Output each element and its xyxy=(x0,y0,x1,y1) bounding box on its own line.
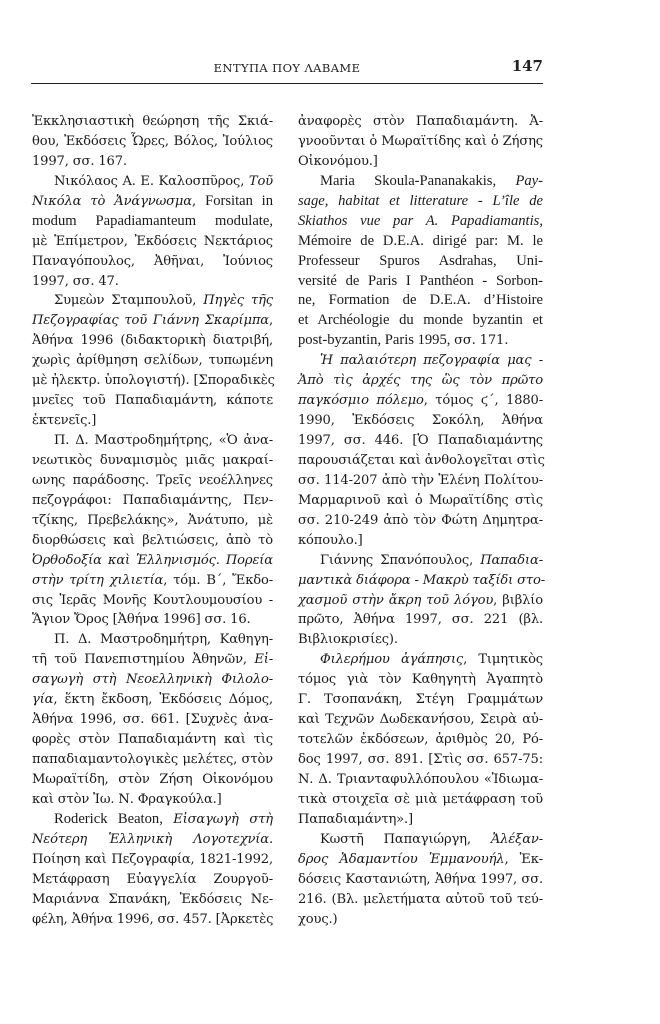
italic-title-text: Φιλερήμου ἀγάπησις xyxy=(320,652,464,668)
text-segment: μνεῖες τοῦ Παπαδιαμάντη, κάποτε xyxy=(32,393,273,409)
text-line xyxy=(32,710,273,730)
text-line xyxy=(298,331,543,351)
text-segment: φορὲς στὸν Παπαδιαμάντη καὶ τὶς xyxy=(32,732,273,748)
text-line xyxy=(298,511,543,531)
text-segment: Μωραϊτίδη, στὸν Ζήση Οἰκονόμου xyxy=(32,771,273,787)
text-segment: Παναγόπουλος, Ἀθῆναι, Ἰούνιος xyxy=(32,253,273,269)
text-segment: post-byzantin, Paris 1995, xyxy=(298,332,455,349)
text-segment: Maria Skoula-Pananakakis, xyxy=(320,172,516,189)
text-line xyxy=(32,232,273,252)
page-number: 147 xyxy=(511,57,543,75)
running-header xyxy=(31,56,543,84)
text-segment: δόσεις Καστανιώτη, Ἀθήνα 1997, σσ. xyxy=(298,871,543,887)
text-segment: χωρὶς ἀρίθμηση σελίδων, τυπωμένη xyxy=(32,353,273,369)
text-segment: 1997, σσ. 47. xyxy=(32,273,119,289)
italic-title-text: Εἰσαγωγὴ στὴ xyxy=(173,811,273,827)
text-segment: , τόμ. Β΄, Ἔκδο- xyxy=(163,572,273,588)
text-line xyxy=(298,411,543,431)
text-segment: 1997, σσ. 167. xyxy=(32,153,127,169)
text-segment: Ν. Δ. Τριανταφυλλόπουλου «Ἰδιωμα- xyxy=(298,771,543,787)
italic-title-text: Τοῦ xyxy=(248,173,273,189)
text-line xyxy=(32,371,273,391)
text-line xyxy=(32,810,273,830)
text-line xyxy=(298,650,543,670)
text-segment: Νικόλαος Α. Ε. Καλοσπῦρος, xyxy=(54,173,249,189)
text-segment: 216. (Βλ. μελετήματα αὐτοῦ τοῦ τεύ- xyxy=(298,891,543,907)
text-line xyxy=(298,710,543,730)
text-segment: σσ. 210-249 ἀπὸ τὸν Φώτη Δημητρα- xyxy=(298,512,543,528)
text-line xyxy=(32,591,273,611)
text-segment: μὲ ἠλεκτρ. ὑπολογιστή). [Σποραδικὲς xyxy=(32,373,275,389)
text-segment: παπαδιαμαντολογικὲς μελέτες, στὸν xyxy=(32,752,273,767)
text-line xyxy=(32,690,273,710)
text-line xyxy=(32,571,273,591)
text-segment: Μαρμαρινοῦ καὶ ὁ Μωραϊτίδης στὶς xyxy=(298,492,543,508)
text-segment: γνοοῦνται ὁ Μωραϊτίδης καὶ ὁ Ζήσης xyxy=(298,133,543,149)
text-line xyxy=(298,850,543,870)
italic-title-text: Ἀπὸ τὶς ἀρχές της ὣς τὸν πρῶτο xyxy=(298,373,543,389)
text-segment: Γιάννης Σπανόπουλος, xyxy=(320,552,481,568)
running-title: ΕΝΤΥΠΑ ΠΟΥ ΛΑΒΑΜΕ xyxy=(213,61,361,75)
text-line xyxy=(298,291,543,311)
italic-title-text: δρος Ἀδαμαντίου Ἐμμανουήλ xyxy=(298,851,505,867)
italic-title-text: Πεζογραφίας τοῦ Γιάννη Σκαρίμπα xyxy=(32,313,269,329)
italic-title-text: Skiathos vue par A. Papadiamantis xyxy=(298,212,540,229)
text-line xyxy=(298,451,543,471)
italic-title-text: μαντικὰ διάφορα - Μακρὺ ταξίδι στο- xyxy=(298,572,545,588)
text-segment: πρῶτο, Ἀθήνα 1997, σσ. 221 (βλ. xyxy=(298,612,543,628)
text-line xyxy=(298,212,543,232)
text-line xyxy=(32,172,273,192)
text-segment: , βιβλίο xyxy=(493,592,543,608)
text-segment: ἐκτενεῖς.] xyxy=(32,413,97,429)
text-line xyxy=(298,591,543,611)
text-segment: παρουσιάζεται καὶ ἀνθολογεῖται στὶς xyxy=(298,452,545,468)
text-line xyxy=(298,431,543,451)
text-segment: μὲ Ἐπίμετρον, Ἐκδόσεις Νεκτάριος xyxy=(32,233,273,249)
text-line xyxy=(298,371,543,391)
text-line xyxy=(298,890,543,910)
text-segment: Ἐκκλησιαστικὴ θεώρηση τῆς Σκιά- xyxy=(32,114,273,129)
text-line xyxy=(32,730,273,750)
text-line xyxy=(298,132,543,152)
text-line xyxy=(32,291,273,311)
text-line xyxy=(32,272,273,292)
text-segment: καὶ στὸν Ἰω. Ν. Φραγκούλα.] xyxy=(32,791,222,807)
text-segment: χους.) xyxy=(298,911,338,927)
text-segment: κόπουλο.] xyxy=(298,532,363,548)
text-line xyxy=(298,730,543,750)
text-line xyxy=(298,870,543,890)
text-line xyxy=(32,192,273,212)
text-segment: , xyxy=(191,193,206,209)
italic-title-text: Πηγὲς τῆς xyxy=(203,293,273,309)
text-line xyxy=(32,890,273,910)
text-segment: Συμεὼν Σταμπουλοῦ, xyxy=(54,293,204,309)
text-line xyxy=(298,610,543,630)
text-line xyxy=(298,770,543,790)
italic-title-text: Ὀρθοδοξία καὶ Ἑλληνισμός. Πορεία xyxy=(32,552,273,568)
left-column xyxy=(32,112,273,929)
italic-title-text: σαγωγὴ στὴ Νεοελληνικὴ Φιλολο- xyxy=(32,672,273,688)
text-line xyxy=(298,252,543,272)
text-line xyxy=(32,850,273,870)
text-segment: ἀναφορὲς στὸν Παπαδιαμάντη. Ἀ- xyxy=(298,114,543,129)
text-line xyxy=(32,411,273,431)
text-line xyxy=(298,571,543,591)
text-segment: πεζογράφοι: Παπαδιαμάντης, Πεν- xyxy=(32,492,273,508)
text-line xyxy=(32,112,273,132)
text-line xyxy=(32,212,273,232)
italic-title-text: χασμοῦ στὴν ἄκρη τοῦ λόγου xyxy=(298,592,494,608)
text-segment: σις Ἱερᾶς Μονῆς Κουτλουμουσίου - xyxy=(32,592,273,608)
text-line xyxy=(298,910,543,930)
italic-title-text: γία xyxy=(32,692,54,708)
text-line xyxy=(32,830,273,850)
text-line xyxy=(298,152,543,172)
text-line xyxy=(298,670,543,690)
italic-title-text: Pay- xyxy=(515,172,543,189)
text-segment: , xyxy=(539,212,543,229)
right-column xyxy=(298,112,543,929)
text-segment: καὶ Τεχνῶν Δωδεκανήσου, Σειρὰ αὐ- xyxy=(298,712,543,728)
text-line xyxy=(298,351,543,371)
text-line xyxy=(298,810,543,830)
text-segment: Ἀθήνα 1996 (διδακτορικὴ διατριβή, xyxy=(32,333,273,349)
text-segment: Κωστῆ Παπαγιώργη, xyxy=(320,831,491,847)
italic-title-text: Νικόλα τὸ Ἀνάγνωσμα xyxy=(32,193,192,209)
text-line xyxy=(298,750,543,770)
italic-title-text: Εἰ- xyxy=(254,652,273,668)
text-segment: τζίκης, Πρεβελάκης», Ἀνάτυπο, μὲ xyxy=(32,512,273,528)
text-line xyxy=(32,910,273,930)
text-line xyxy=(32,491,273,511)
text-segment: φέλη, Ἀθήνα 1996, σσ. 457. [Ἀρκετὲς xyxy=(32,911,274,927)
italic-title-text: Ἡ παλαιότερη πεζογραφία μας - xyxy=(320,353,543,369)
text-segment: , Ἐκ- xyxy=(504,851,543,867)
text-line xyxy=(298,192,543,212)
text-line xyxy=(32,252,273,272)
text-line xyxy=(298,232,543,252)
text-line xyxy=(32,471,273,491)
text-line xyxy=(298,391,543,411)
text-line xyxy=(32,311,273,331)
italic-title-text: Νεότερη Ἑλληνικὴ Λογοτεχνία. xyxy=(32,831,273,847)
text-segment: σσ. 171. xyxy=(454,333,509,349)
text-segment: Μαριάννα Σπανάκη, Ἐκδόσεις Νε- xyxy=(32,891,273,907)
text-line xyxy=(298,311,543,331)
text-line xyxy=(32,790,273,810)
text-segment: τῆ τοῦ Πανεπιστημίου Ἀθηνῶν, xyxy=(32,652,255,668)
text-line xyxy=(32,750,273,770)
text-segment: Ἅγιον Ὄρος [Ἀθήνα 1996] σσ. 16. xyxy=(32,612,251,628)
text-line xyxy=(298,272,543,292)
italic-title-text: παγκόσμιο πόλεμο xyxy=(298,393,424,409)
text-segment: νεωτικὸς δυναμισμὸς μιᾶς μακραί- xyxy=(32,452,273,468)
text-line xyxy=(298,790,543,810)
text-segment: , τόμος ϛ΄, 1880- xyxy=(423,393,543,409)
text-segment: , xyxy=(268,313,273,329)
text-line xyxy=(32,331,273,351)
text-segment: Παπαδιαμάντη».] xyxy=(298,811,413,827)
text-line xyxy=(298,630,543,650)
text-segment: Professeur Spuros Asdrahas, Uni- xyxy=(298,252,543,269)
text-line xyxy=(32,132,273,152)
text-segment: τικὰ στοιχεῖα σὲ μιὰ μετάφραση τοῦ xyxy=(298,791,543,807)
text-line xyxy=(298,112,543,132)
text-line xyxy=(298,690,543,710)
text-segment: τοτελῶν ἐκδόσεων, ἀριθμὸς 20, Ρό- xyxy=(298,732,543,748)
italic-title-text: sage, habitat et litterature - L’île de xyxy=(298,192,543,209)
text-segment: Roderick Beaton, xyxy=(54,810,174,827)
text-line xyxy=(32,650,273,670)
text-line xyxy=(298,531,543,551)
italic-title-text: Παπαδια- xyxy=(480,552,543,568)
text-line xyxy=(32,770,273,790)
text-line xyxy=(32,870,273,890)
text-segment: 1990, Ἐκδόσεις Σοκόλη, Ἀθήνα xyxy=(298,413,543,429)
text-segment: ne, Formation de D.E.A. d’Histoire xyxy=(298,292,543,309)
italic-title-text: Ἀλέξαν- xyxy=(490,831,543,847)
text-segment: δος 1997, σσ. 891. [Στὶς σσ. 657-75: xyxy=(298,752,543,767)
text-segment: Forsitan in xyxy=(205,192,273,209)
text-segment: versité de Paris I Panthéon - Sorbon- xyxy=(298,272,543,289)
text-segment: Μετάφραση Εὐαγγελία Ζουργοῦ- xyxy=(32,871,273,887)
italic-title-text: στὴν τρίτη χιλιετία xyxy=(32,572,164,588)
text-segment: θου, Ἐκδόσεις Ὧρες, Βόλος, Ἰούλιος xyxy=(32,133,273,149)
text-line xyxy=(32,531,273,551)
text-segment: Ποίηση καὶ Πεζογραφία, 1821-1992, xyxy=(32,851,273,867)
text-line xyxy=(32,152,273,172)
text-segment: Βιβλιοκρισίες). xyxy=(298,632,398,648)
text-line xyxy=(32,610,273,630)
text-line xyxy=(32,630,273,650)
text-segment: Π. Δ. Μαστροδημήτρη, Καθηγη- xyxy=(54,632,273,648)
text-segment: Γ. Τσοπανάκη, Στέγη Γραμμάτων xyxy=(298,692,543,708)
text-line xyxy=(32,551,273,571)
text-segment: Οἰκονόμου.] xyxy=(298,153,378,169)
text-line xyxy=(298,172,543,192)
text-segment: σσ. 114-207 ἀπὸ τὴν Ἑλένη Πολίτου- xyxy=(298,472,543,488)
text-segment: ωνης παράδοσης. Τρεῖς νεοέλληνες xyxy=(32,472,273,488)
text-segment: et Archéologie du monde byzantin et xyxy=(298,312,543,329)
text-segment: διορθώσεις καὶ βελτιώσεις, ἀπὸ τὸ xyxy=(32,532,273,548)
text-segment: 1997, σσ. 446. [Ὁ Παπαδιαμάντης xyxy=(298,433,543,448)
text-line xyxy=(298,491,543,511)
text-line xyxy=(298,471,543,491)
text-line xyxy=(298,830,543,850)
text-segment: Π. Δ. Μαστροδημήτρης, «Ὁ ἀνα- xyxy=(54,433,273,448)
text-segment: Mémoire de D.E.A. dirigé par: M. le xyxy=(298,232,543,249)
text-line xyxy=(32,451,273,471)
text-line xyxy=(32,511,273,531)
text-line xyxy=(32,391,273,411)
text-segment: Ἀθήνα 1996, σσ. 661. [Συχνὲς ἀνα- xyxy=(32,712,273,728)
text-segment: , ἕκτη ἔκδοση, Ἐκδόσεις Δόμος, xyxy=(53,692,273,708)
text-segment: τόμος γιὰ τὸν Καθηγητὴ Ἀγαπητὸ xyxy=(298,672,543,688)
text-line xyxy=(32,351,273,371)
text-line xyxy=(32,431,273,451)
text-segment: modum Papadiamanteum modulate, xyxy=(32,212,273,229)
text-line xyxy=(32,670,273,690)
text-line xyxy=(298,551,543,571)
text-segment: , Τιμητικὸς xyxy=(463,652,543,668)
